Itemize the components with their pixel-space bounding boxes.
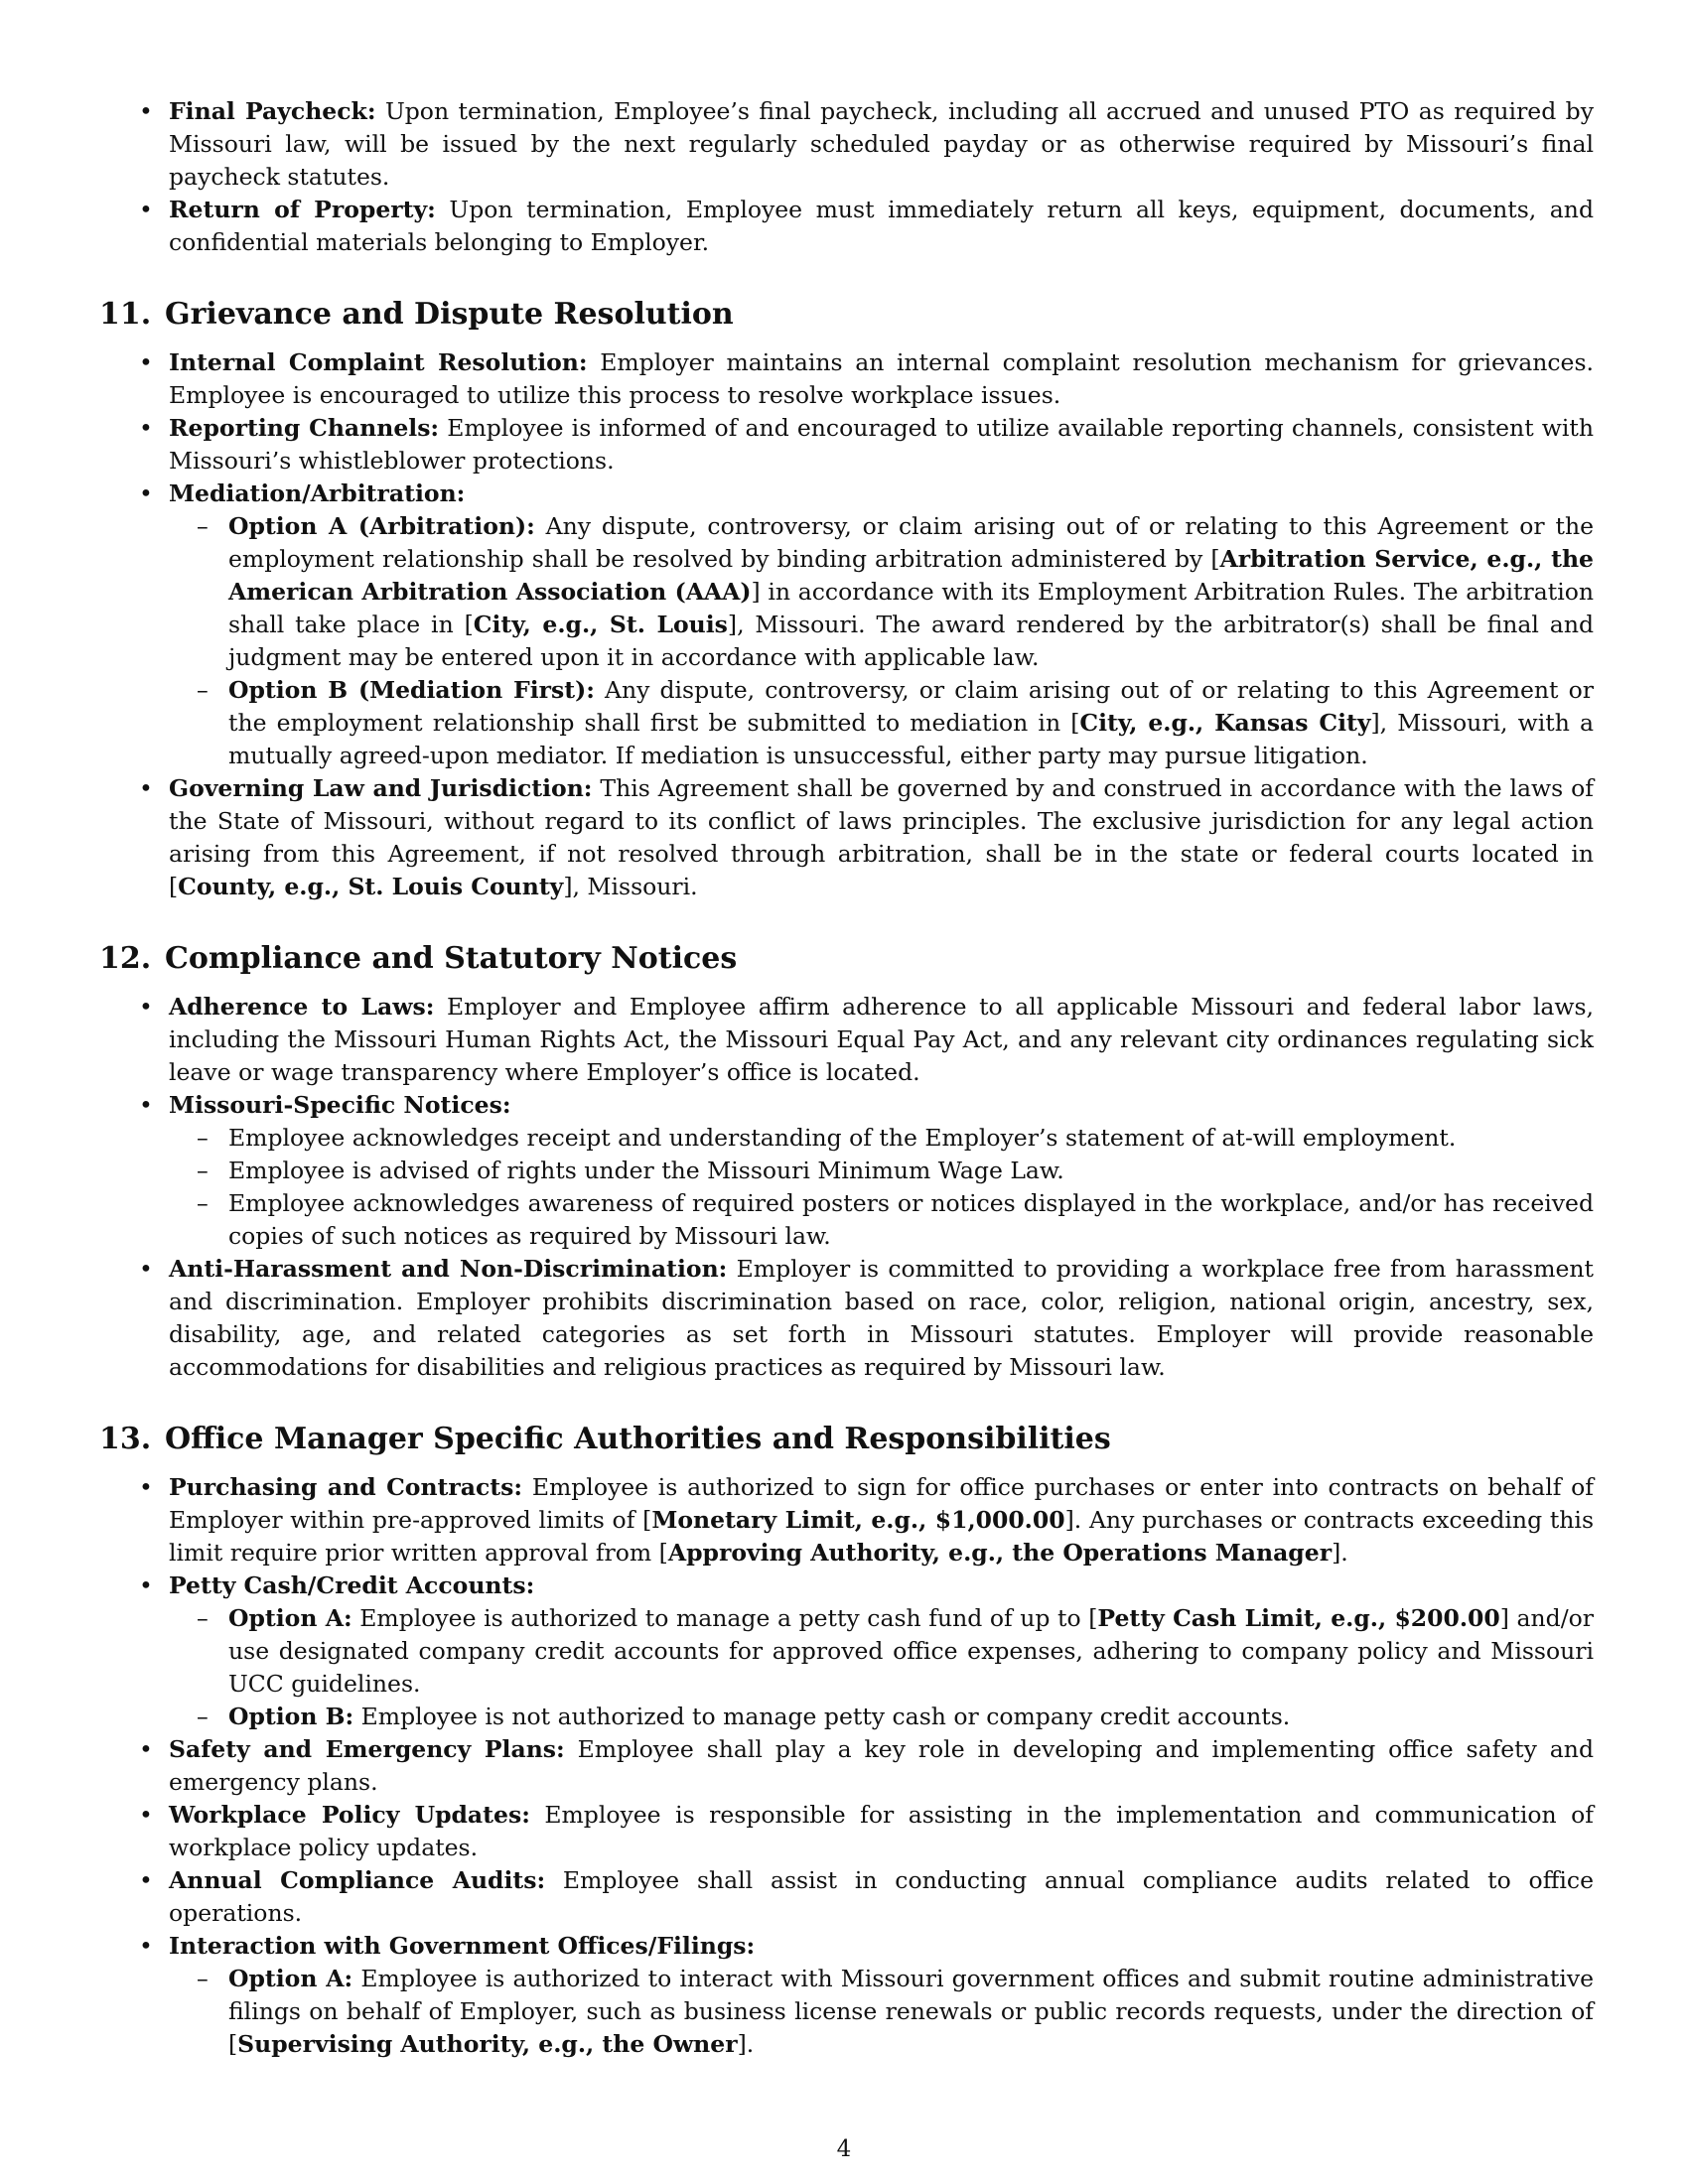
government-options	[169, 1963, 1594, 2061]
list-item-return-property: • Return of Property: Upon termination, Employee must immediately return all keys, equipment, documents, and confidential materials belonging to Employer.	[99, 194, 1594, 259]
notice-item: – Employee acknowledges awareness of required posters or notices displayed in the workplace, and/or has received copies of such notices as required by Missouri law.	[169, 1187, 1594, 1253]
notices-list	[169, 1122, 1594, 1253]
section-11-list	[99, 346, 1594, 903]
list-item-adherence: • Adherence to Laws: Employer and Employee affirm adherence to all applicable Missouri and federal labor laws, including the Missouri Human Rights Act, the Missouri Equal Pay Act, and any relevant city ordinances regulating sick leave or wage transparency where Employer’s office is located.	[99, 991, 1594, 1089]
page-number: 4	[836, 2136, 852, 2162]
petty-cash-options	[169, 1602, 1594, 1733]
petty-option-a: – Option A: Employee is authorized to manage a petty cash fund of up to [Petty Cash Limit, e.g., $200.00] and/or use designated company credit accounts for approved office expenses, adhering to company policy and Missouri UCC guidelines.	[169, 1602, 1594, 1701]
notice-item: – Employee acknowledges receipt and understanding of the Employer’s statement of at-will employment.	[169, 1122, 1594, 1155]
list-item-missouri-notices: • Missouri-Specific Notices: – Employee acknowledges receipt and understanding of the Employer’s statement of at-will employment. – Employee is advised of rights under the Missouri Minimum Wage Law. – Employee acknowledges awareness of required posters or notices displayed in the workplace, and/or has received copies of such notices as required by Missouri law.	[99, 1089, 1594, 1253]
list-item-petty-cash: • Petty Cash/Credit Accounts: – Option A: Employee is authorized to manage a petty cash fund of up to [Petty Cash Limit, e.g., $200.00] and/or use designated company credit accounts for approved office expenses, adhering to company policy and Missouri UCC guidelines. – Option B: Employee is not authorized to manage petty cash or company credit accounts.	[99, 1570, 1594, 1733]
list-item-purchasing: • Purchasing and Contracts: Employee is authorized to sign for office purchases or enter into contracts on behalf of Employer within pre-approved limits of [Monetary Limit, e.g., $1,000.00]. Any purchases or contracts exceeding this limit require prior written approval from [Approving Authority, e.g., the Operations Manager].	[99, 1471, 1594, 1570]
option-a-arbitration: – Option A (Arbitration): Any dispute, controversy, or claim arising out of or relating to this Agreement or the employment relationship shall be resolved by binding arbitration administered by [Arbitration Service, e.g., the American Arbitration Association (AAA)] in accordance with its Employment Arbitration Rules. The arbitration shall take place in [City, e.g., St. Louis], Missouri. The award rendered by the arbitrator(s) shall be final and judgment may be entered upon it in accordance with applicable law.	[169, 510, 1594, 674]
list-item-safety: • Safety and Emergency Plans: Employee shall play a key role in developing and implementing office safety and emergency plans.	[99, 1733, 1594, 1799]
notice-item: – Employee is advised of rights under the Missouri Minimum Wage Law.	[169, 1155, 1594, 1187]
government-option-a: – Option A: Employee is authorized to interact with Missouri government offices and submit routine administrative filings on behalf of Employer, such as business license renewals or public records requests, under the direction of [Supervising Authority, e.g., the Owner].	[169, 1963, 1594, 2061]
list-item-policy-updates: • Workplace Policy Updates: Employee is responsible for assisting in the implementation and communication of workplace policy updates.	[99, 1799, 1594, 1864]
termination-list	[99, 95, 1594, 259]
document-page	[99, 95, 1594, 2061]
option-b-mediation: – Option B (Mediation First): Any dispute, controversy, or claim arising out of or relating to this Agreement or the employment relationship shall first be submitted to mediation in [City, e.g., Kansas City], Missouri, with a mutually agreed-upon mediator. If mediation is unsuccessful, either party may pursue litigation.	[169, 674, 1594, 772]
section-12-list	[99, 991, 1594, 1384]
list-item-reporting-channels: • Reporting Channels: Employee is informed of and encouraged to utilize available reporting channels, consistent with Missouri’s whistleblower protections.	[99, 412, 1594, 478]
section-13-list	[99, 1471, 1594, 2061]
section-11-heading: 11. Grievance and Dispute Resolution	[99, 297, 734, 332]
petty-option-b: – Option B: Employee is not authorized to manage petty cash or company credit accounts.	[169, 1701, 1594, 1733]
section-12-heading: 12. Compliance and Statutory Notices	[99, 941, 738, 976]
section-13-heading: 13. Office Manager Specific Authorities and Responsibilities	[99, 1422, 1111, 1456]
list-item-governing-law: • Governing Law and Jurisdiction: This Agreement shall be governed by and construed in accordance with the laws of the State of Missouri, without regard to its conflict of laws principles. The exclusive jurisdiction for any legal action arising from this Agreement, if not resolved through arbitration, shall be in the state or federal courts located in [County, e.g., St. Louis County], Missouri.	[99, 772, 1594, 903]
list-item-government-offices: • Interaction with Government Offices/Filings: – Option A: Employee is authorized to interact with Missouri government offices and submit routine administrative filings on behalf of Employer, such as business license renewals or public records requests, under the direction of [Supervising Authority, e.g., the Owner].	[99, 1930, 1594, 2061]
list-item-internal-complaint: • Internal Complaint Resolution: Employer maintains an internal complaint resolution mechanism for grievances. Employee is encouraged to utilize this process to resolve workplace issues.	[99, 346, 1594, 412]
list-item-mediation-arbitration: • Mediation/Arbitration: – Option A (Arbitration): Any dispute, controversy, or claim arising out of or relating to this Agreement or the employment relationship shall be resolved by binding arbitration administered by [Arbitration Service, e.g., the American Arbitration Association (AAA)] in accordance with its Employment Arbitration Rules. The arbitration shall take place in [City, e.g., St. Louis], Missouri. The award rendered by the arbitrator(s) shall be final and judgment may be entered upon it in accordance with applicable law. – Option B (Mediation First): Any dispute, controversy, or claim arising out of or relating to this Agreement or the employment relationship shall first be submitted to mediation in [City, e.g., Kansas City], Missouri, with a mutually agreed-upon mediator. If mediation is unsuccessful, either party may pursue litigation.	[99, 478, 1594, 772]
list-item-anti-harassment: • Anti-Harassment and Non-Discrimination: Employer is committed to providing a workplace free from harassment and discrimination. Employer prohibits discrimination based on race, color, religion, national origin, ancestry, sex, disability, age, and related categories as set forth in Missouri statutes. Employer will provide reasonable accommodations for disabilities and religious practices as required by Missouri law.	[99, 1253, 1594, 1384]
mediation-options	[169, 510, 1594, 772]
list-item-compliance-audits: • Annual Compliance Audits: Employee shall assist in conducting annual compliance audits related to office operations.	[99, 1864, 1594, 1930]
list-item-final-paycheck: • Final Paycheck: Upon termination, Employee’s final paycheck, including all accrued and unused PTO as required by Missouri law, will be issued by the next regularly scheduled payday or as otherwise required by Missouri’s final paycheck statutes.	[99, 95, 1594, 194]
